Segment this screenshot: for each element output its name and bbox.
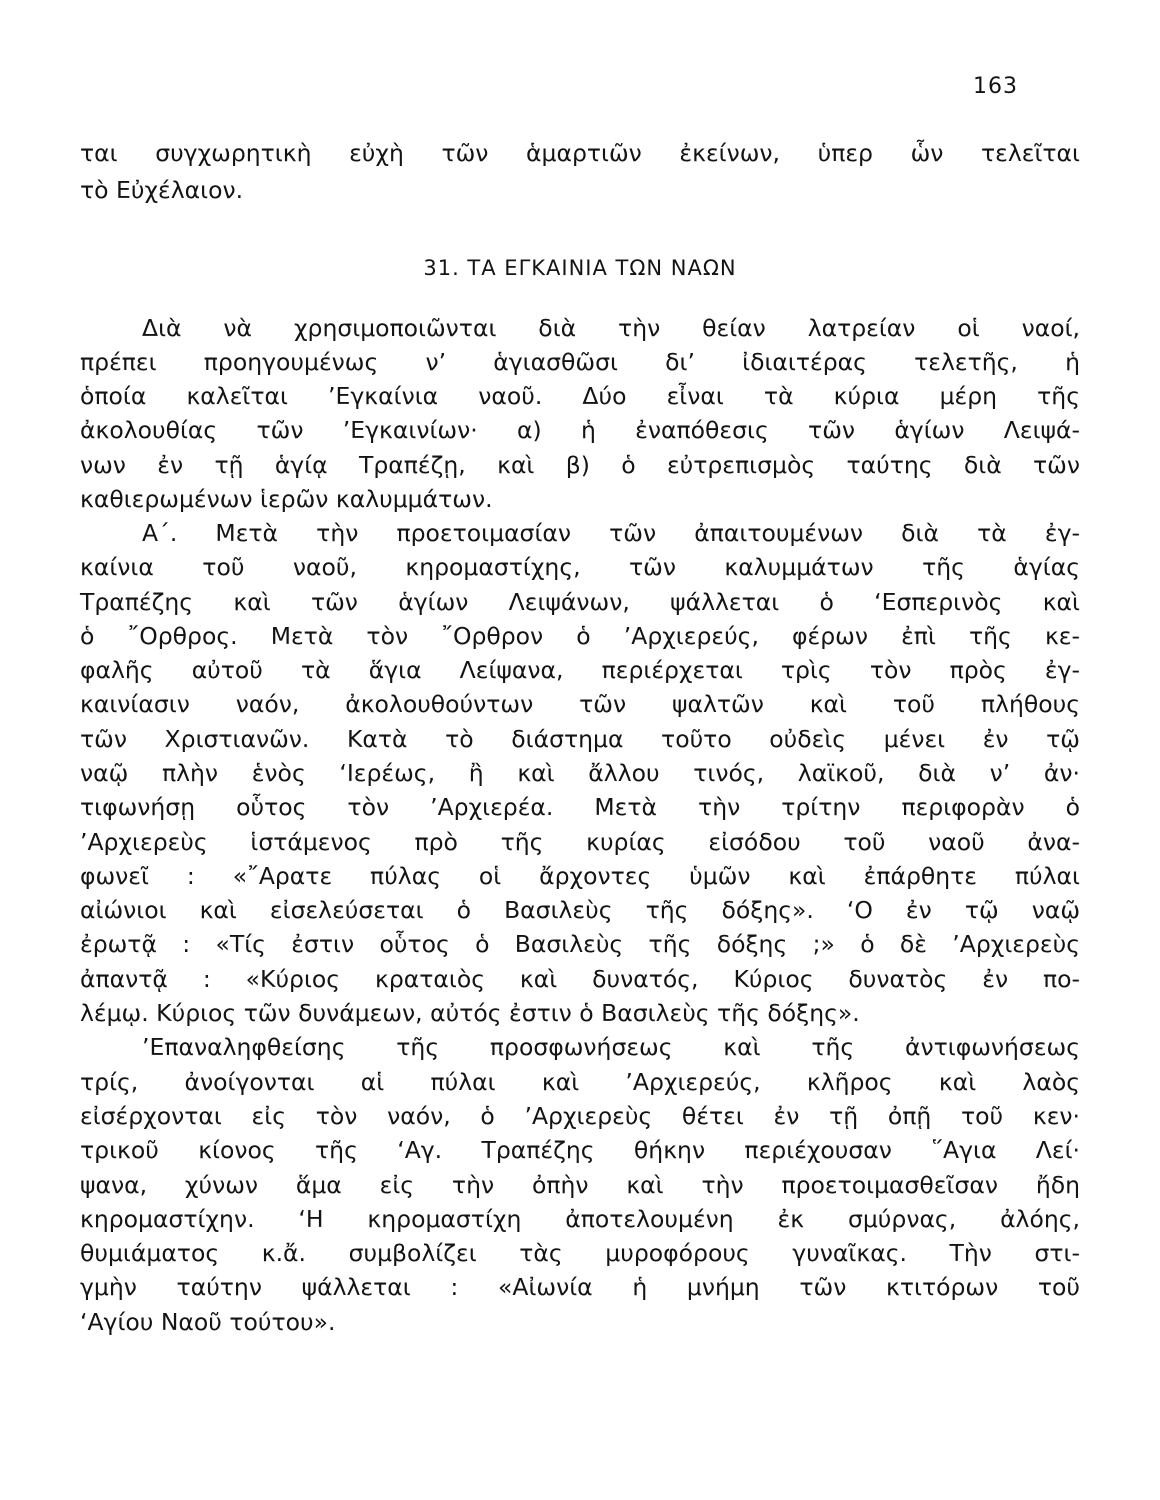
text-line: εἰσέρχονται εἰς τὸν ναόν, ὁ ’Αρχιερεὺς θέτει ἐν τῇ ὀπῇ τοῦ κεν· — [80, 1102, 1080, 1130]
text-line: ται συγχωρητικὴ εὐχὴ τῶν ἁμαρτιῶν ἐκείνων, ὑπερ ὧν τελεῖται — [80, 139, 1080, 167]
text-line: τιφωνήσῃ οὗτος τὸν ’Αρχιερέα. Μετὰ τὴν τρίτην περιφορὰν ὁ — [80, 793, 1080, 821]
text-line: τρίς, ἀνοίγονται αἱ πύλαι καὶ ’Αρχιερεύς, κλῆρος καὶ λαὸς — [80, 1068, 1080, 1096]
text-line: καίνια τοῦ ναοῦ, κηρομαστίχης, τῶν καλυμμάτων τῆς ἁγίας — [80, 553, 1080, 581]
text-line: ὁποία καλεῖται ’Εγκαίνια ναοῦ. Δύο εἶναι τὰ κύρια μέρη τῆς — [80, 382, 1080, 410]
text-line: ἐρωτᾷ : «Τίς ἐστιν οὗτος ὁ Βασιλεὺς τῆς δόξης ;» ὁ δὲ ’Αρχιερεὺς — [80, 930, 1080, 958]
text-line: ὁ ῎Ορθρος. Μετὰ τὸν ῎Ορθρον ὁ ’Αρχιερεύς, φέρων ἐπὶ τῆς κε- — [80, 622, 1080, 650]
text-line: γμὴν ταύτην ψάλλεται : «Αἰωνία ἡ μνήμη τῶν κτιτόρων τοῦ — [80, 1273, 1080, 1301]
page-number: 163 — [973, 74, 1018, 99]
text-line: λέμῳ. Κύριος τῶν δυνάμεων, αὐτός ἐστιν ὁ Βασιλεὺς τῆς δόξης». — [80, 999, 860, 1027]
text-line: κηρομαστίχην. ‘Η κηρομαστίχη ἀποτελουμένη ἐκ σμύρνας, ἀλόης, — [80, 1205, 1080, 1233]
text-line: θυμιάματος κ.ἄ. συμβολίζει τὰς μυροφόρους γυναῖκας. Τὴν στι- — [80, 1239, 1080, 1267]
text-line: τὸ Εὐχέλαιον. — [80, 176, 244, 204]
text-line: ’Αρχιερεὺς ἱστάμενος πρὸ τῆς κυρίας εἰσόδου τοῦ ναοῦ ἀνα- — [80, 828, 1080, 856]
text-line: ’Επαναληφθείσης τῆς προσφωνήσεως καὶ τῆς ἀντιφωνήσεως — [142, 1033, 1080, 1061]
text-line: φωνεῖ : «῎Αρατε πύλας οἱ ἄρχοντες ὑμῶν καὶ ἐπάρθητε πύλαι — [80, 862, 1080, 890]
text-line: φαλῆς αὐτοῦ τὰ ἅγια Λείψανα, περιέρχεται τρὶς τὸν πρὸς ἐγ- — [80, 656, 1080, 684]
text-line: ἀπαντᾷ : «Κύριος κραταιὸς καὶ δυνατός, Κύριος δυνατὸς ἐν πο- — [80, 965, 1080, 993]
text-line: καινίασιν ναόν, ἀκολουθούντων τῶν ψαλτῶν καὶ τοῦ πλήθους — [80, 690, 1080, 718]
text-line: νων ἐν τῇ ἁγίᾳ Τραπέζῃ, καὶ β) ὁ εὐτρεπισμὸς ταύτης διὰ τῶν — [80, 451, 1080, 479]
text-line: Α΄. Μετὰ τὴν προετοιμασίαν τῶν ἀπαιτουμένων διὰ τὰ ἐγ- — [142, 519, 1080, 547]
text-line: τῶν Χριστιανῶν. Κατὰ τὸ διάστημα τοῦτο οὐδεὶς μένει ἐν τῷ — [80, 725, 1080, 753]
text-line: Διὰ νὰ χρησιμοποιῶνται διὰ τὴν θείαν λατρείαν οἱ ναοί, — [142, 314, 1080, 342]
text-line: ψανα, χύνων ἅμα εἰς τὴν ὀπὴν καὶ τὴν προετοιμασθεῖσαν ἤδη — [80, 1171, 1080, 1199]
text-line: καθιερωμένων ἱερῶν καλυμμάτων. — [80, 485, 493, 513]
text-line: ‘Αγίου Ναοῦ τούτου». — [80, 1308, 336, 1336]
text-line: τρικοῦ κίονος τῆς ‘Αγ. Τραπέζης θήκην περιέχουσαν ῞Αγια Λεί· — [80, 1136, 1080, 1164]
section-heading: 31. ΤΑ ΕΓΚΑΙΝΙΑ ΤΩΝ ΝΑΩΝ — [423, 256, 737, 280]
text-line: Τραπέζης καὶ τῶν ἁγίων Λειψάνων, ψάλλεται ὁ ‘Εσπερινὸς καὶ — [80, 588, 1080, 616]
text-line: ἀκολουθίας τῶν ’Εγκαινίων· α) ἡ ἐναπόθεσις τῶν ἁγίων Λειψά- — [80, 416, 1080, 444]
text-line: πρέπει προηγουμένως ν’ ἁγιασθῶσι δι’ ἰδιαιτέρας τελετῆς, ἡ — [80, 348, 1080, 376]
text-line: ναῷ πλὴν ἑνὸς ‘Ιερέως, ἢ καὶ ἄλλου τινός, λαϊκοῦ, διὰ ν’ ἀν· — [80, 759, 1080, 787]
text-line: αἰώνιοι καὶ εἰσελεύσεται ὁ Βασιλεὺς τῆς δόξης». ‘Ο ἐν τῷ ναῷ — [80, 896, 1080, 924]
